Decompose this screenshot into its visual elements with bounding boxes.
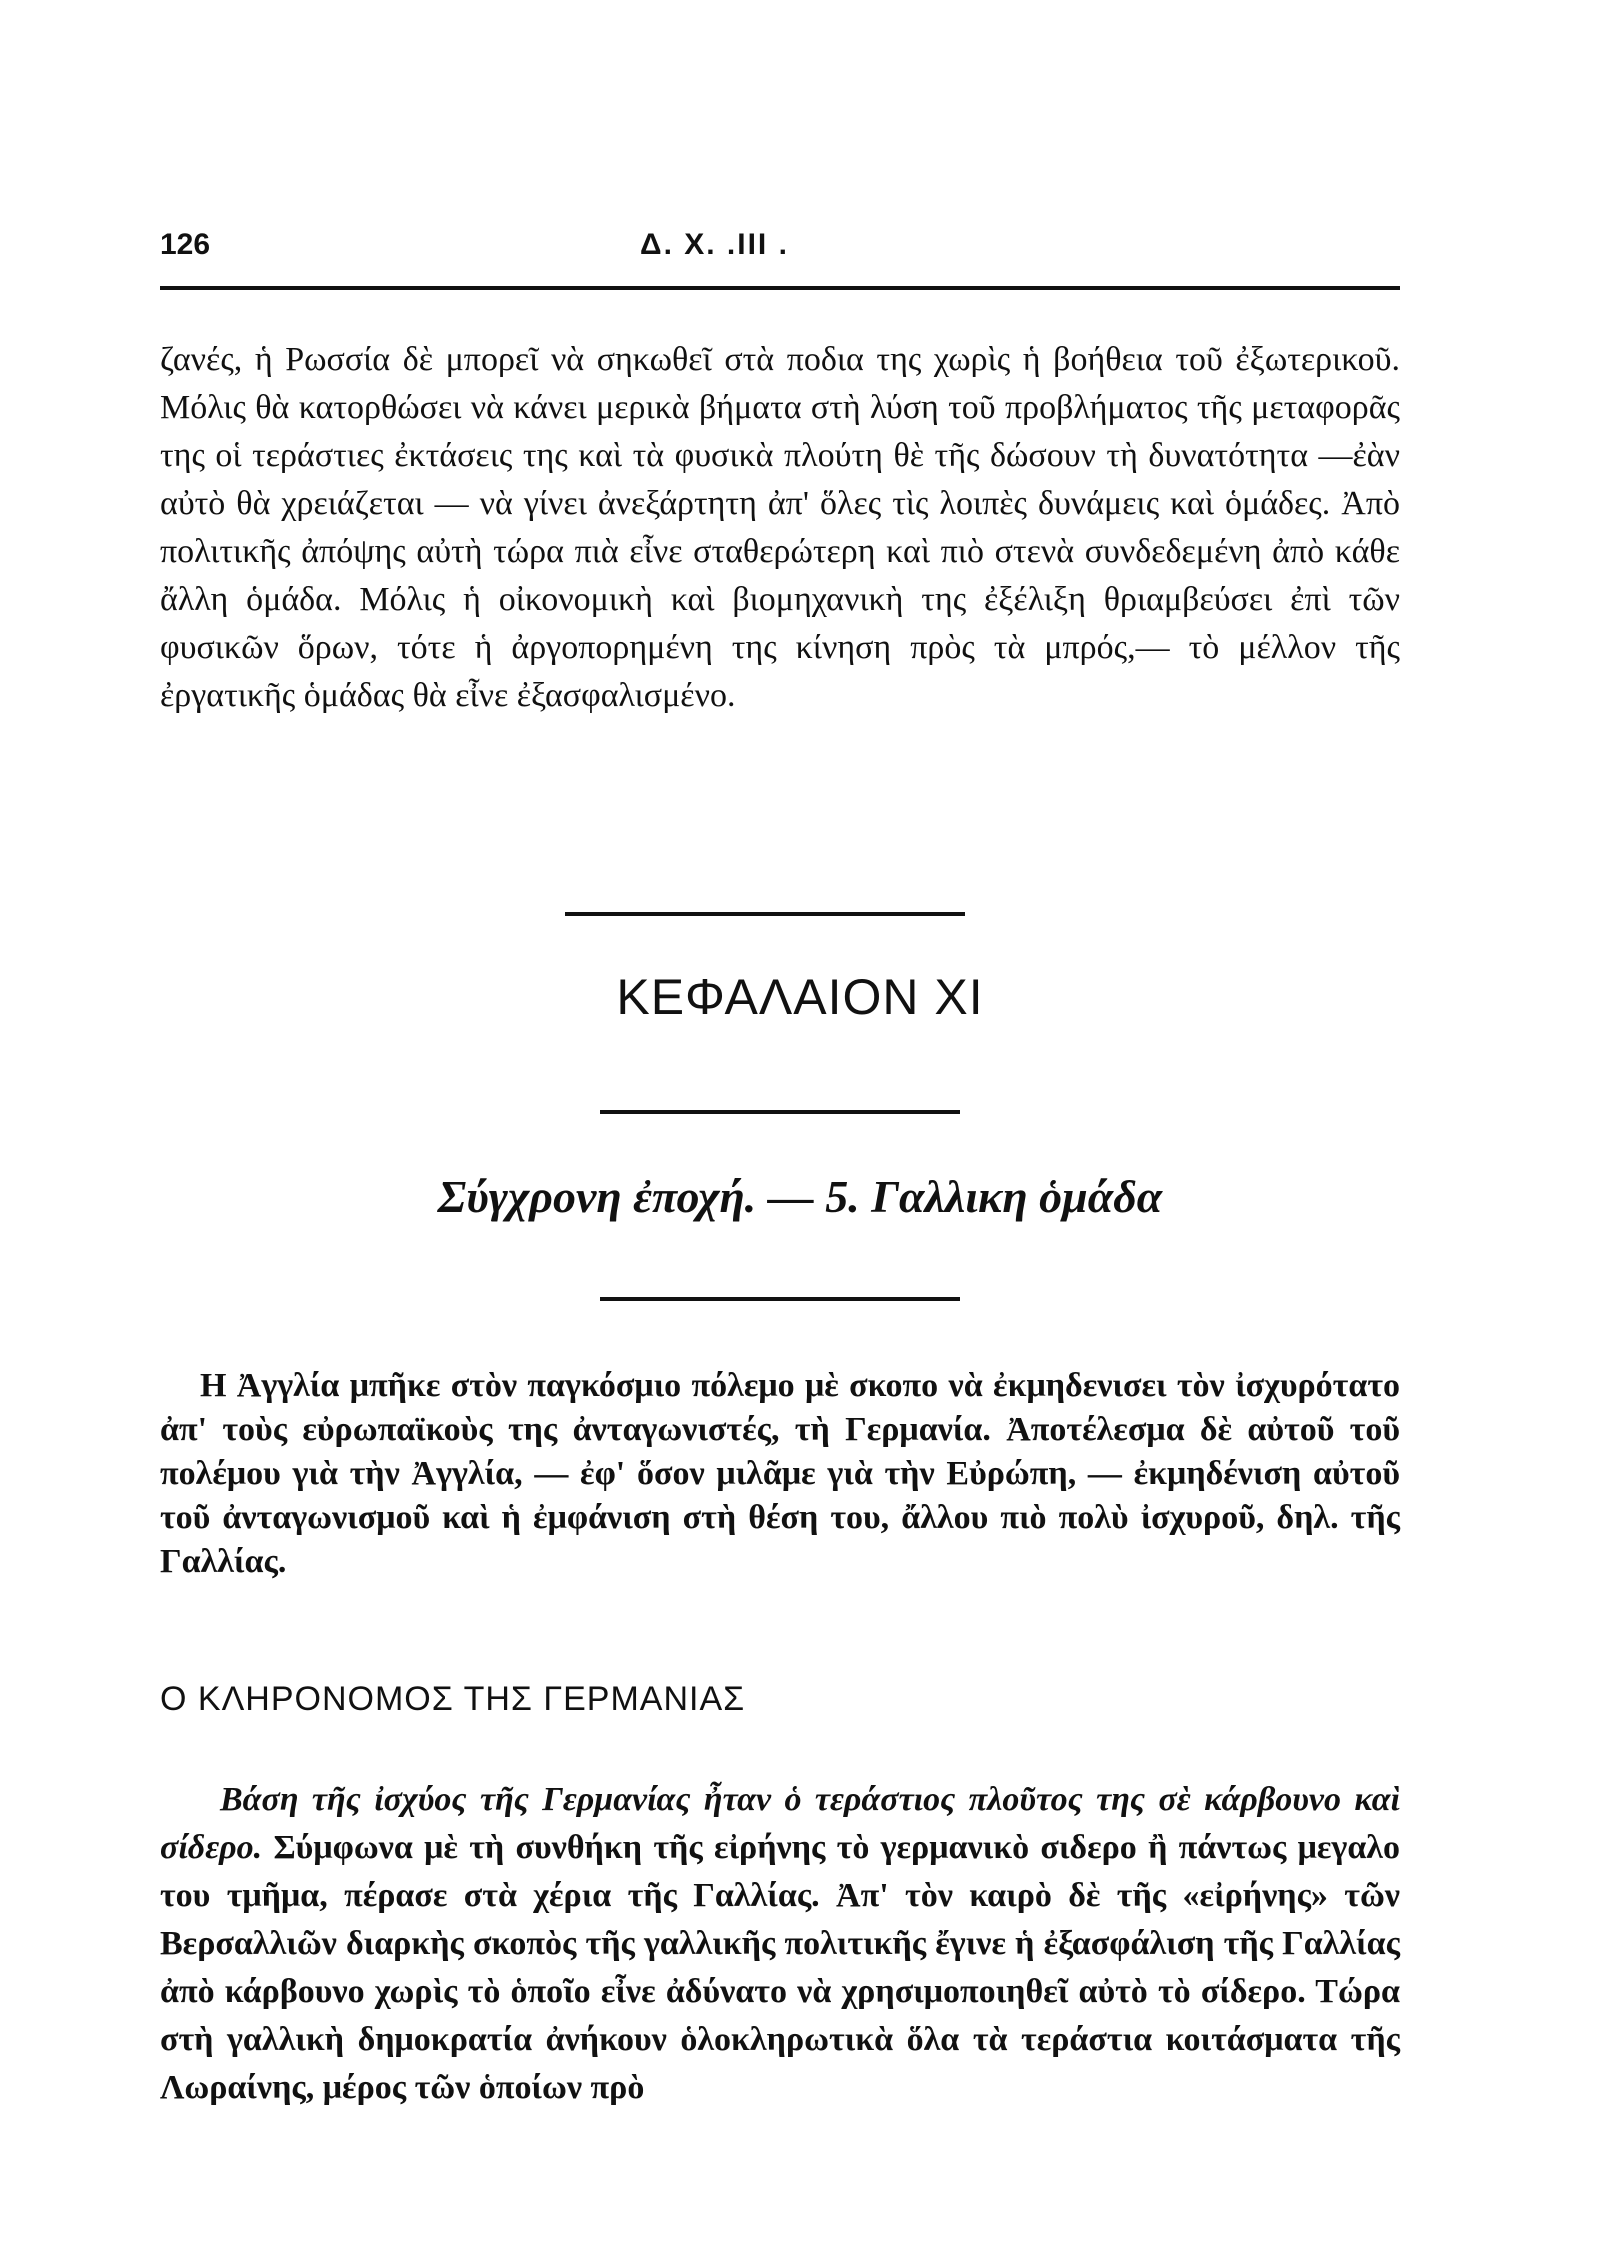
section-paragraph-italic: Βάση τῆς ἰσχύος τῆς Γερμανίας ἦταν ὁ τεράστιος πλοῦτος της σὲ κάρβουνο καὶ σίδερο. <box>160 1781 1400 1866</box>
divider-rule <box>565 912 965 916</box>
header-rule <box>160 286 1400 290</box>
chapter-heading: ΚΕΦΑΛΑΙΟΝ ΧΙ <box>616 969 984 1025</box>
divider-rule <box>600 1110 960 1114</box>
lead-paragraph-text: Η Ἀγγλία μπῆκε στὸν παγκόσμιο πόλεμο μὲ σκοπο νὰ ἐκμηδενισει τὸν ἰσχυρότατο ἀπ' τοὺς εὐρωπαϊκοὺς της ἀνταγωνιστές, τὴ Γερμανία. Ἀποτέλεσμα δὲ αὐτοῦ τοῦ πολέμου γιὰ τὴν Ἀγγλία, — ἐφ' ὅσον μιλᾶμε γιὰ τὴν Εὐρώπη, — ἐκμηδένιση αὐτοῦ τοῦ ἀνταγωνισμοῦ καὶ ἡ ἐμφάνιση στὴ θέση του, ἄλλου πιὸ πολὺ ἰσχυροῦ, δηλ. τῆς Γαλλίας. <box>160 1367 1400 1580</box>
chapter-subtitle: Σύγχρονη ἐποχή. — 5. Γαλλικη ὁμάδα <box>437 1171 1163 1222</box>
running-title: Δ. Χ. .ΙΙΙ . <box>640 228 789 261</box>
section-paragraph-text: Σύμφωνα μὲ τὴ συνθήκη τῆς εἰρήνης τὸ γερμανικὸ σιδερο ἢ πάντως μεγαλο του τμῆμα, πέρασε στὰ χέρια τῆς Γαλλίας. Ἀπ' τὸν καιρὸ δὲ τῆς «εἰρήνης» τῶν Βερσαλλιῶν διαρκὴς σκοπὸς τῆς γαλλικῆς πολιτικῆς ἔγινε ἡ ἐξασφάλιση τῆς Γαλλίας ἀπὸ κάρβουνο χωρὶς τὸ ὁποῖο εἶνε ἀδύνατο νὰ χρησιμοποιηθεῖ αὐτὸ τὸ σίδερο. Τώρα στὴ γαλλικὴ δημοκρατία ἀνήκουν ὁλοκληρωτικὰ ὅλα τὰ τεράστια κοιτάσματα τῆς Λωραίνης, μέρος τῶν ὁποίων πρὸ <box>160 1829 1401 2106</box>
intro-paragraph <box>160 336 1400 720</box>
section-heading: Ο ΚΛΗΡΟΝΟΜΟΣ ΤΗΣ ΓΕΡΜΑΝΙΑΣ <box>160 1680 746 1718</box>
page-number: 126 <box>160 228 211 261</box>
section-paragraph <box>160 1776 1400 2112</box>
divider-rule <box>600 1297 960 1301</box>
intro-paragraph-text: ζανές, ἡ Ρωσσία δὲ μπορεῖ νὰ σηκωθεῖ στὰ ποδια της χωρὶς ἡ βοήθεια τοῦ ἐξωτερικοῦ. Μόλις θὰ κατορθώσει νὰ κάνει μερικὰ βήματα στὴ λύση τοῦ προβλήματος τῆς μεταφορᾶς της οἱ τεράστιες ἐκτάσεις της καὶ τὰ φυσικὰ πλούτη θὲ τῆς δώσουν τὴ δυνατότητα —ἐὰν αὐτὸ θὰ χρειάζεται — νὰ γίνει ἀνεξάρτητη ἀπ' ὅλες τὶς λοιπὲς δυνάμεις καὶ ὁμάδες. Ἀπὸ πολιτικῆς ἀπόψης αὐτὴ τώρα πιὰ εἶνε σταθερώτερη καὶ πιὸ στενὰ συνδεδεμένη ἀπὸ κάθε ἄλλη ὁμάδα. Μόλις ἡ οἰκονομικὴ καὶ βιομηχανικὴ της ἐξέλιξη θριαμβεύσει ἐπὶ τῶν φυσικῶν ὅρων, τότε ἡ ἀργοπορημένη της κίνηση πρὸς τὰ μπρός,— τὸ μέλλον τῆς ἐργατικῆς ὁμάδας θὰ εἶνε ἐξασφαλισμένο. <box>160 341 1400 714</box>
lead-paragraph <box>160 1364 1400 1584</box>
